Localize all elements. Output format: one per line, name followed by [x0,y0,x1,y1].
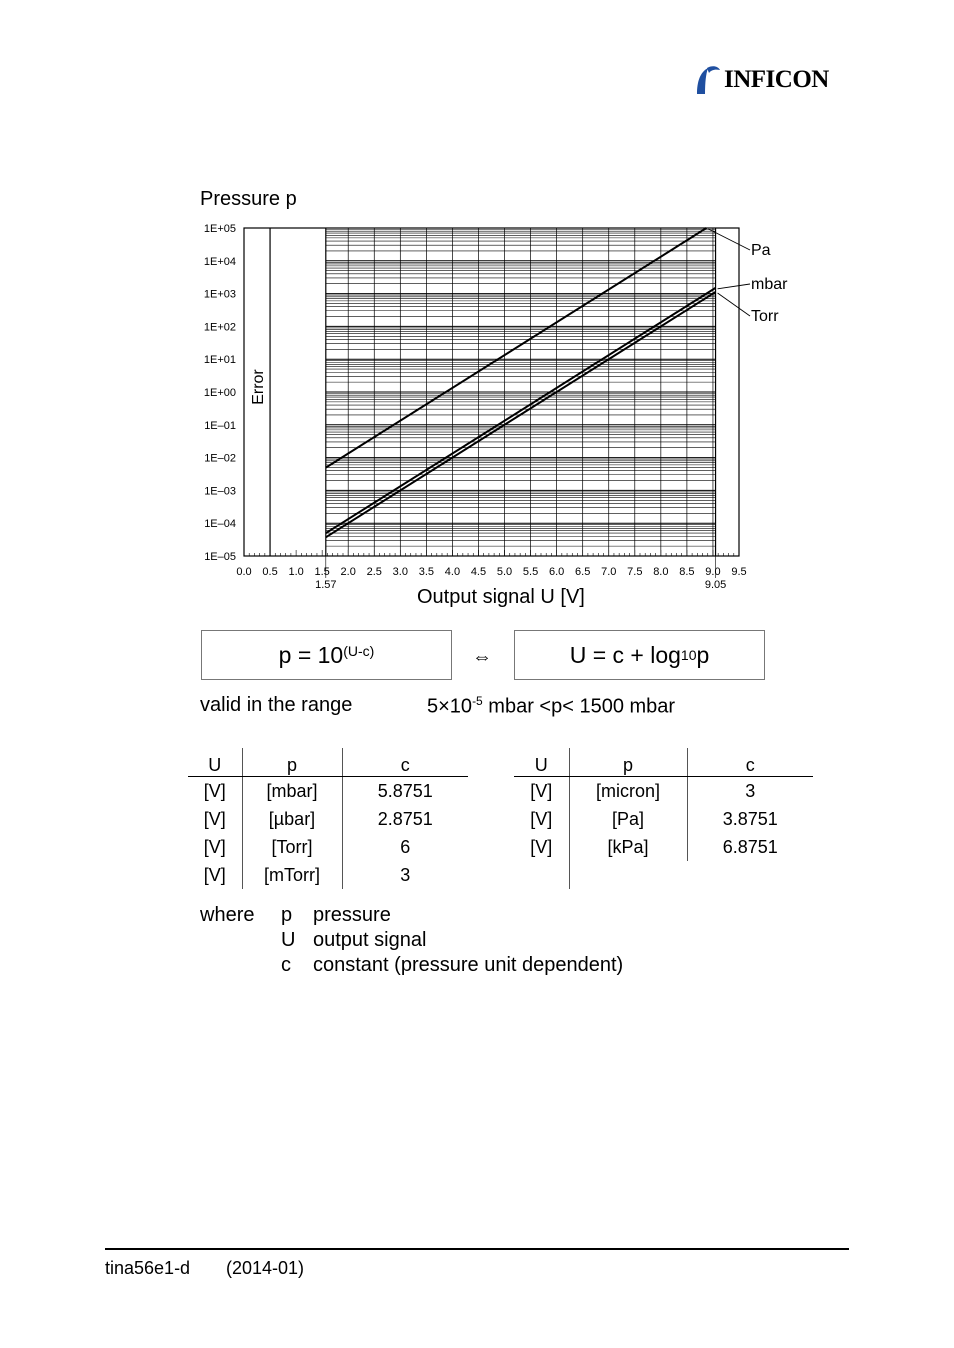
valid-range-label: valid in the range [200,694,353,716]
legend-row [200,928,623,953]
formula-left-exponent: (U-c) [343,643,375,659]
brand-name: INFICON [724,66,829,93]
cell-c: 2.8751 [342,805,468,833]
legend-symbol: U [281,929,296,951]
cell-p: [Pa] [569,805,687,833]
table-row [188,805,468,833]
inficon-logo [694,64,850,96]
x-tick-label: 1.0 [288,566,304,578]
formula-right-box [514,630,765,680]
x-tick-label: 9.0 [705,566,721,578]
table-row [188,861,468,889]
header-u: U [514,748,569,777]
chart-title: Pressure p [200,188,297,210]
x-tick-label: 1.5 [314,566,330,578]
legend-description: constant (pressure unit dependent) [313,954,624,976]
x-axis-title: Output signal U [V] [417,586,585,608]
y-tick-label: 1E–05 [204,551,236,563]
legend-description: pressure [313,904,391,926]
table-row [514,777,813,806]
table-row [514,833,813,861]
cell-u: [V] [203,836,226,857]
series-line-mbar [326,288,716,533]
header-c: c [342,748,468,777]
table-row [188,833,468,861]
cell-p: [µbar] [242,805,342,833]
y-tick-label: 1E+00 [203,387,236,399]
error-region-label: Error [250,369,268,405]
formula-right-main: U = c + log [569,641,681,668]
x-tick-extra-label: 9.05 [704,579,727,591]
grid-layer [326,228,716,556]
legend-leader [718,284,750,289]
x-tick-label: 8.0 [653,566,669,578]
footer-document-id: tina56e1-d [105,1258,191,1278]
x-tick-label: 0.5 [262,566,278,578]
header-c: c [687,748,813,777]
legend-label-pa: Pa [751,242,771,259]
cell-c: 6 [342,833,468,861]
cell-c: 5.8751 [342,777,468,806]
cell-p: [Torr] [242,833,342,861]
legend-layer [708,229,788,325]
x-tick-label: 5.0 [496,566,513,578]
equivalence-symbol: ⇔ [472,646,492,668]
formula-left-base: p = 10 [278,641,344,668]
series-layer [326,228,716,537]
header-p: p [242,748,342,777]
cell-c: 6.8751 [687,833,813,861]
constants-table-right [514,748,813,889]
cell-u: [V] [530,808,553,829]
cell-p: [mbar] [242,777,342,806]
inficon-logo-mark [694,64,722,96]
legend-row [200,953,623,978]
cell-c: 3 [342,861,468,889]
cell-u: [V] [530,836,553,857]
legend-description: output signal [313,929,427,951]
footer-date: (2014-01) [226,1258,305,1278]
cell-p: [mTorr] [242,861,342,889]
valid-range-suffix: mbar <p< 1500 mbar [482,695,676,718]
legend-leader [718,293,750,316]
x-tick-label: 7.5 [627,566,643,578]
y-tick-label: 1E+01 [203,354,236,367]
legend-label-torr: Torr [751,308,779,325]
legend-label-mbar: mbar [751,276,788,293]
x-tick-label: 2.0 [340,566,356,578]
x-tick-label: 6.0 [548,566,565,578]
table-header-row [188,748,468,777]
formula-right-end: p [696,641,710,668]
valid-range-prefix: 5×10 [427,695,473,718]
y-tick-label: 1E–01 [204,419,236,432]
x-tick-label: 5.5 [522,566,539,578]
header-u: U [188,748,242,777]
y-tick-label: 1E+03 [203,288,236,301]
y-tick-label: 1E+02 [203,321,236,334]
cell-u: [V] [530,780,553,801]
x-tick-label: 7.0 [601,566,617,578]
x-tick-label: 4.5 [470,566,487,578]
cell-c: 3 [687,777,813,806]
table-header-row [514,748,813,777]
x-tick-label: 9.5 [731,566,747,578]
y-tick-label: 1E+05 [203,223,236,235]
x-tick-label: 6.5 [575,566,591,578]
cell-u: [V] [203,808,226,829]
valid-range-exponent: -5 [472,694,483,708]
cell-u: [V] [203,780,226,801]
legend-symbol: p [281,904,293,926]
cell-p: [kPa] [569,833,687,861]
variable-legend [200,903,623,978]
legend-symbol: c [281,954,291,976]
formula-right-subscript: 10 [680,647,697,663]
legend-leader [708,229,750,250]
y-tick-label: 1E–04 [204,518,236,531]
formula-left-box [201,630,452,680]
cell-p: [micron] [569,777,687,806]
table-row-empty [514,861,813,889]
footer-divider [105,1248,849,1250]
header-p: p [569,748,687,777]
x-tick-extra-label: 1.57 [315,579,337,591]
x-tick-label: 8.5 [679,566,695,578]
y-tick-label: 1E–02 [204,452,236,465]
x-tick-label: 3.0 [392,566,408,578]
x-tick-label: 2.5 [366,566,382,578]
pressure-chart [190,215,810,600]
valid-range-value [427,694,675,719]
cell-u: [V] [203,864,226,885]
where-label: where [200,904,255,926]
y-tick-label: 1E+04 [203,255,236,268]
x-tick-label: 3.5 [418,566,435,578]
legend-row [200,903,623,928]
y-tick-label: 1E–03 [204,485,236,498]
cell-c: 3.8751 [687,805,813,833]
table-row [514,805,813,833]
constants-table-left [188,748,468,889]
table-row [188,777,468,806]
x-tick-label: 0.0 [236,566,252,578]
x-tick-label: 4.0 [444,566,461,578]
